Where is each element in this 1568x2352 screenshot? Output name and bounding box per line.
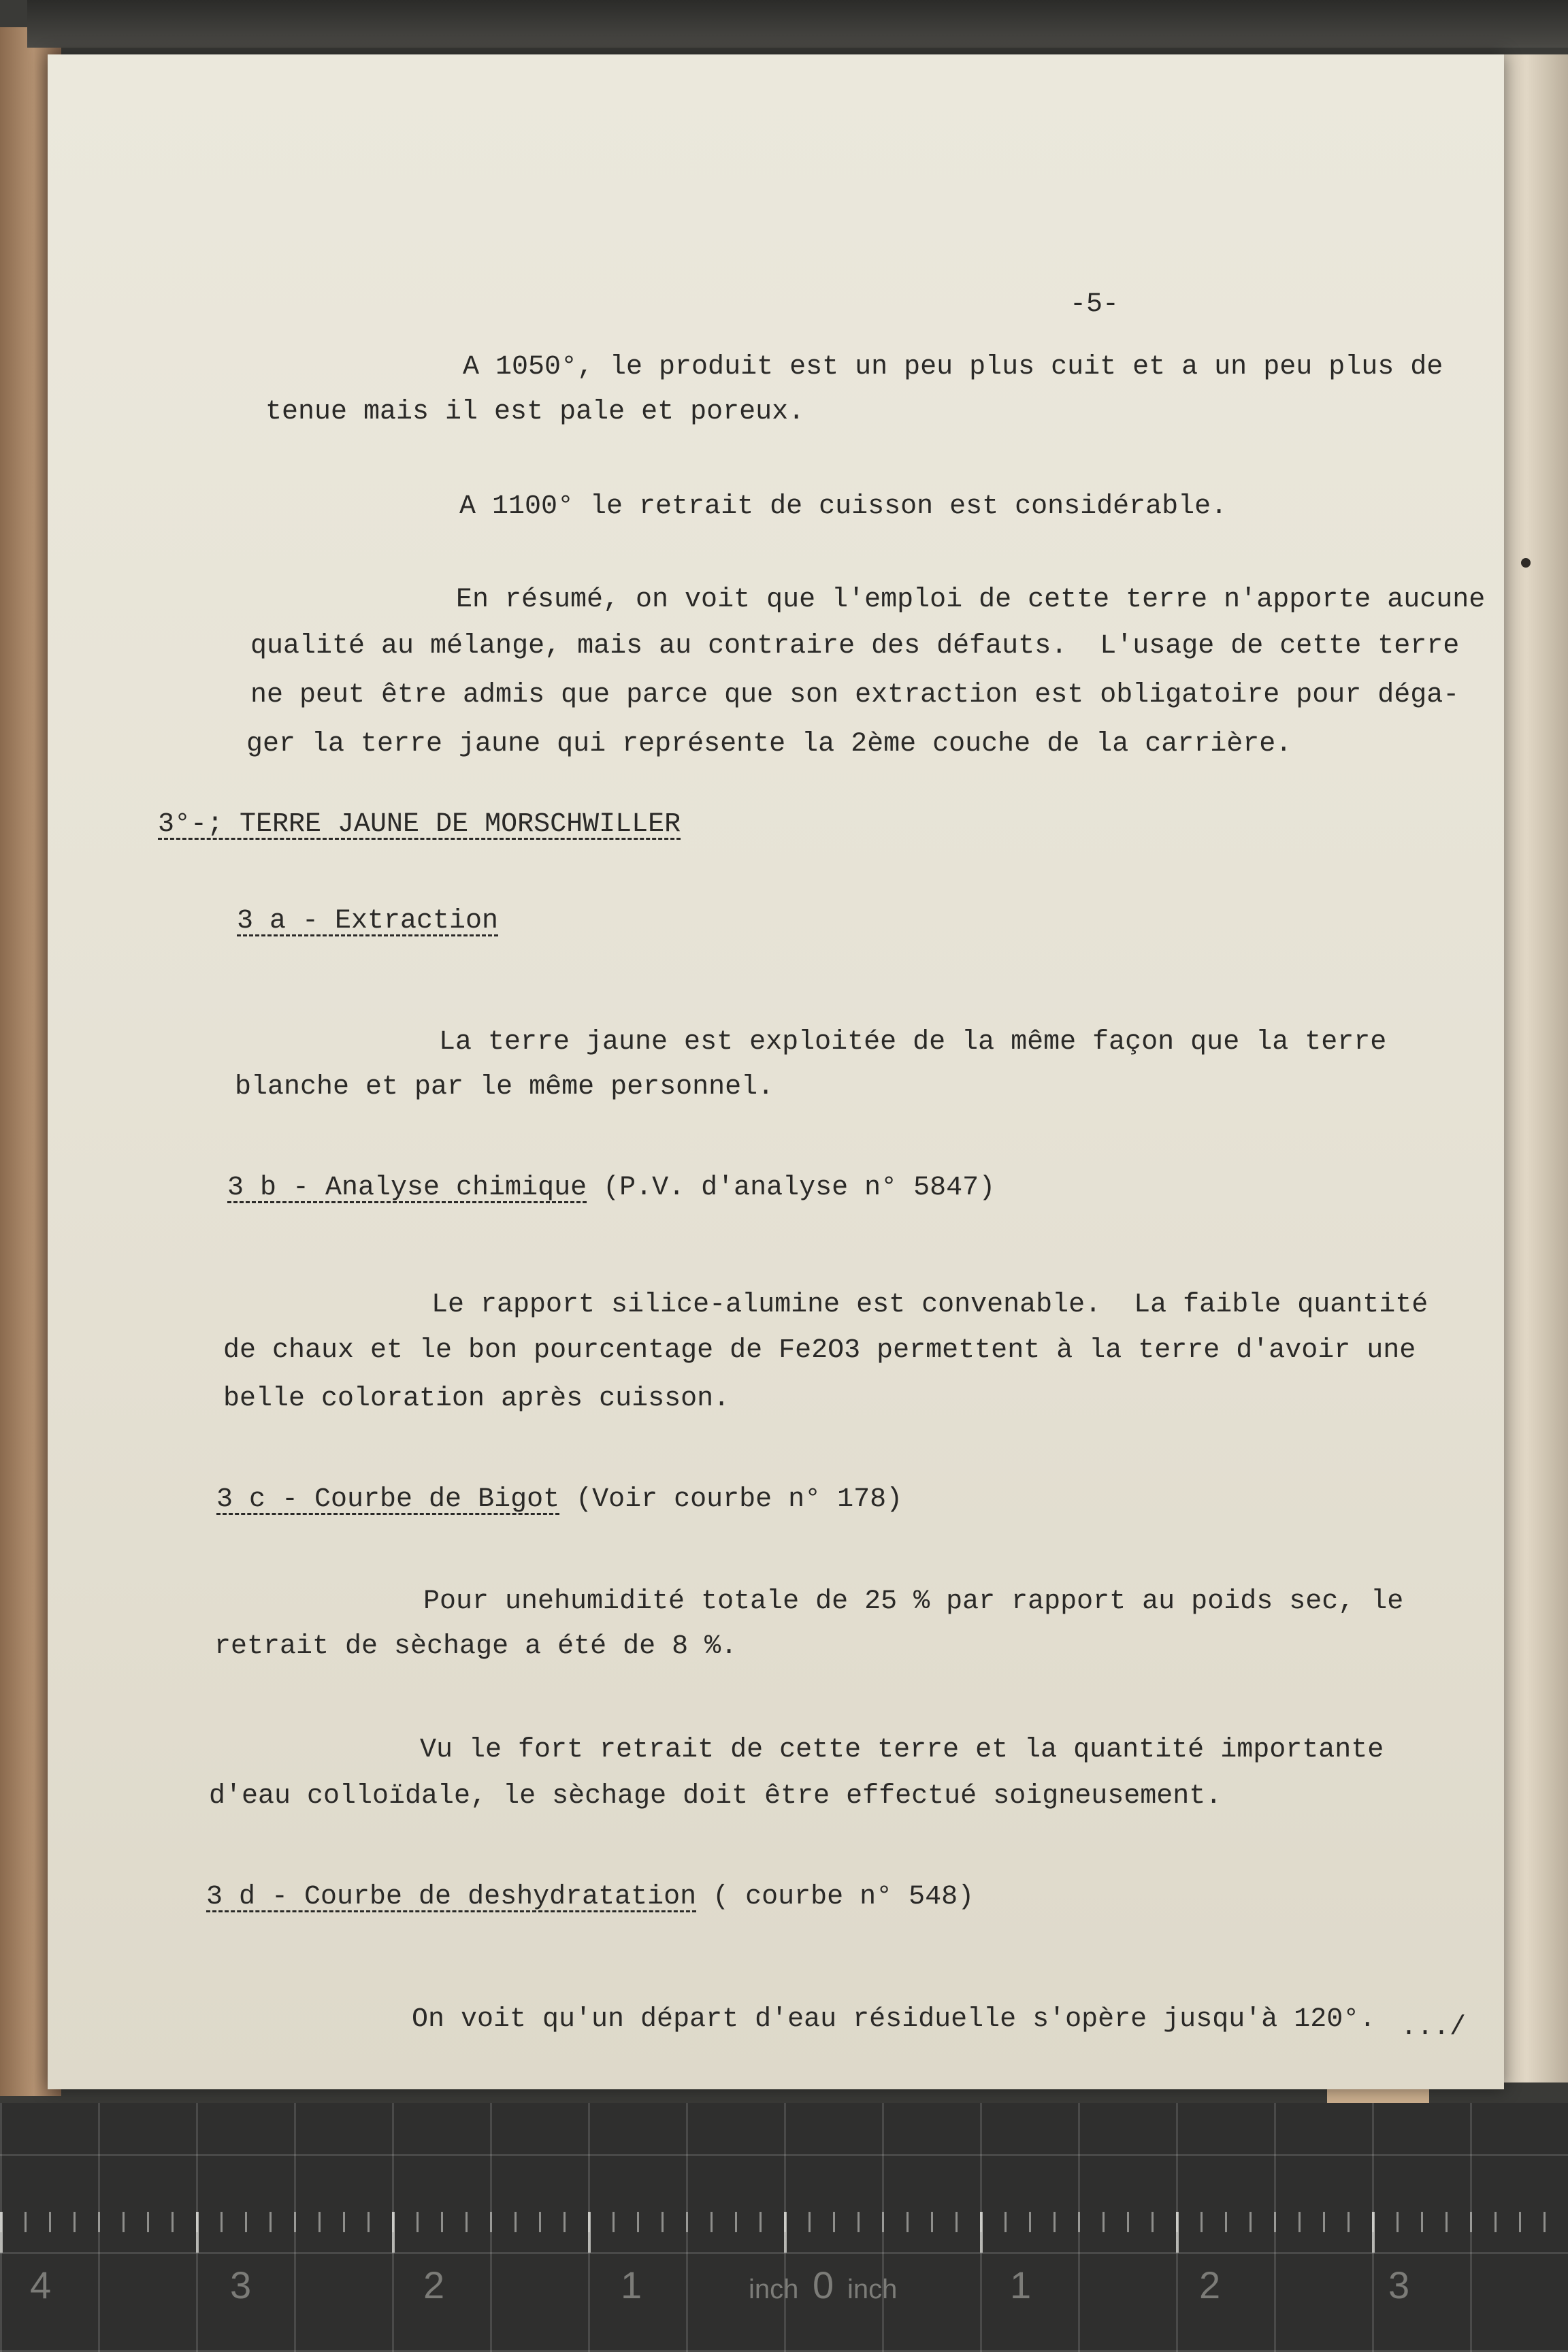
ruler-number: 2 [423, 2264, 445, 2306]
paragraph-line: Pour unehumidité totale de 25 % par rapport au poids sec, le [423, 1586, 1404, 1617]
page-number: -5- [1070, 289, 1120, 320]
paragraph-line: retrait de sèchage a été de 8 %. [214, 1631, 738, 1662]
ruler-number: 3 [1388, 2264, 1410, 2306]
subsection-heading-c: 3 c - Courbe de Bigot [216, 1484, 560, 1515]
subsection-d-line [206, 1884, 974, 1911]
paragraph-line: blanche et par le même personnel. [235, 1072, 774, 1102]
subsection-heading-a: 3 a - Extraction [237, 906, 499, 936]
ruler-number: 1 [1010, 2264, 1032, 2306]
paragraph-line: belle coloration après cuisson. [223, 1384, 730, 1414]
subsection-heading-d: 3 d - Courbe de deshydratation [206, 1882, 697, 1912]
paragraph-line: Le rapport silice-alumine est convenable. La faible quantité [431, 1290, 1428, 1320]
paragraph-line: tenue mais il est pale et poreux. [265, 397, 805, 427]
ruler-number: 4 [30, 2264, 52, 2306]
paragraph-line: Vu le fort retrait de cette terre et la quantité importante [420, 1735, 1384, 1765]
subsection-c-line [216, 1486, 902, 1514]
ink-spot [1521, 558, 1531, 568]
subsection-b-line [227, 1175, 995, 1202]
analysis-reference: (P.V. d'analyse n° 5847) [587, 1173, 996, 1203]
binder-top [27, 0, 1568, 48]
ruler-number: 0 [813, 2264, 834, 2306]
ruler-unit-label: inch [749, 2274, 799, 2304]
paragraph-line: A 1050°, le produit est un peu plus cuit et a un peu plus de [463, 352, 1443, 382]
curve-reference: (Voir courbe n° 178) [559, 1484, 903, 1515]
subsection-heading-b: 3 b - Analyse chimique [227, 1173, 587, 1203]
paragraph-line: ger la terre jaune qui représente la 2ème couche de la carrière. [246, 729, 1292, 760]
ruler-number: 1 [621, 2264, 642, 2306]
ruler-number: 3 [230, 2264, 252, 2306]
curve-reference: ( courbe n° 548) [696, 1882, 975, 1912]
paragraph-line: A 1100° le retrait de cuisson est considérable. [459, 491, 1228, 522]
ruler-number: 2 [1199, 2264, 1221, 2306]
paragraph-line: ne peut être admis que parce que son extraction est obligatoire pour déga- [250, 680, 1460, 710]
paragraph-line: de chaux et le bon pourcentage de Fe2O3 permettent à la terre d'avoir une [223, 1335, 1416, 1366]
continuation-mark: .../ [1401, 2012, 1467, 2043]
paragraph-line: En résumé, on voit que l'emploi de cette terre n'apporte aucune [456, 585, 1486, 615]
paragraph-line: La terre jaune est exploitée de la même façon que la terre [439, 1027, 1387, 1058]
paragraph-line: qualité au mélange, mais au contraire des défauts. L'usage de cette terre [250, 631, 1460, 662]
ruler-unit-label: inch [847, 2274, 898, 2304]
section-heading: 3°-; TERRE JAUNE DE MORSCHWILLER [158, 809, 681, 840]
ruler-ticks [0, 2212, 1568, 2253]
paragraph-line: d'eau colloïdale, le sèchage doit être effectué soigneusement. [209, 1781, 1222, 1812]
paragraph-line: On voit qu'un départ d'eau résiduelle s'opère jusqu'à 120°. [412, 2004, 1376, 2035]
